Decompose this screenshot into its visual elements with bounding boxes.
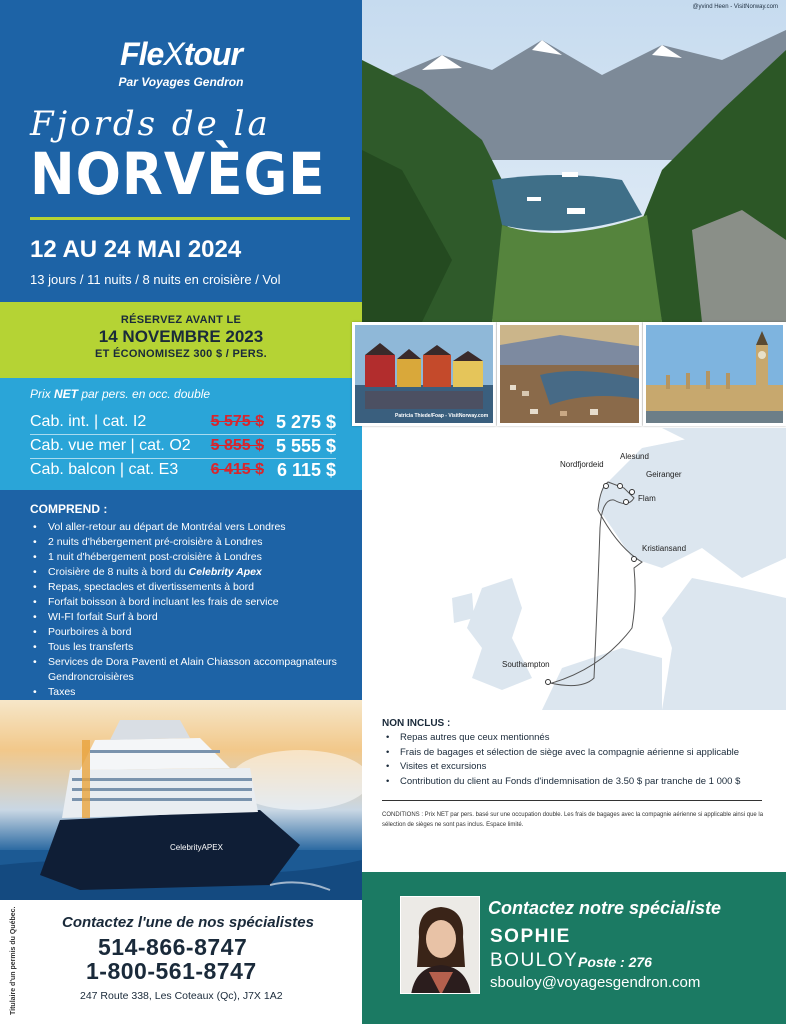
- conditions-text: CONDITIONS : Prix NET par pers. basé sur une occupation double. Les frais de bagages avec la compagnie aérienne si applicable ainsi que la sélection de sièges ne sont pas inclus. Espace limité.: [382, 812, 764, 828]
- contact-title: Contactez l'une de nos spécialistes: [62, 914, 314, 931]
- header-panel: [0, 0, 362, 302]
- trip-dates: 12 AU 24 MAI 2024: [30, 236, 242, 263]
- promo-savings: ET ÉCONOMISEZ 300 $ / PERS.: [95, 348, 267, 360]
- specialist-photo: [400, 896, 480, 994]
- list-item: • Frais de bagages et sélection de siège avec la compagnie aérienne si applicable: [382, 746, 772, 761]
- includes-header: COMPREND :: [30, 502, 108, 516]
- new-price: 5 275 $: [275, 412, 336, 432]
- cruise-ship-photo: [0, 700, 362, 900]
- harbour-illustration: [355, 325, 496, 426]
- main-title: NORVÈGE: [30, 140, 326, 208]
- photo-credit: @yvind Heen - VisitNorway.com: [692, 4, 778, 10]
- price-header: Prix NET par pers. en occ. double: [30, 387, 211, 401]
- list-item: • Tous les transferts: [30, 640, 350, 655]
- list-item: • 1 nuit d'hébergement post-croisière à Londres: [30, 550, 350, 565]
- specialist-last-name: BOULOY: [490, 950, 579, 971]
- contact-panel-general: [0, 900, 362, 1024]
- early-booking-banner: [0, 302, 362, 378]
- list-item: • Visites et excursions: [382, 760, 772, 775]
- list-item: • Repas autres que ceux mentionnés: [382, 731, 772, 746]
- list-item: • Pourboires à bord: [30, 625, 350, 640]
- price-row-oceanview: [30, 436, 336, 459]
- logo-wordmark: FleXtour: [120, 36, 242, 72]
- port-label-southampton: Southampton: [502, 660, 550, 669]
- list-item: • Services de Dora Paventi et Alain Chiasson accompagnateurs Gendroncroisières: [30, 655, 350, 685]
- price-row-balcony: [30, 460, 336, 483]
- thumb-london: [643, 322, 786, 426]
- permit-note: Titulaire d'un permis du Québec.: [10, 906, 17, 1015]
- not-included-section: [382, 718, 772, 789]
- flextour-logo[interactable]: [0, 36, 362, 89]
- contact-panel-specialist: [362, 872, 786, 1024]
- thumb-alesund: [497, 322, 642, 426]
- route-map: [362, 428, 786, 710]
- script-title: Fjords de la: [30, 104, 271, 144]
- old-price: 6 415 $: [210, 461, 264, 478]
- port-label-geiranger: Geiranger: [646, 470, 682, 479]
- address: 247 Route 338, Les Coteaux (Qc), J7X 1A2: [80, 990, 283, 1002]
- specialist-first-name: SOPHIE: [490, 926, 571, 947]
- price-panel: [0, 378, 362, 490]
- list-item: • Repas, spectacles et divertissements à bord: [30, 580, 350, 595]
- ship-hull-text: CelebrityAPEX: [170, 843, 223, 852]
- includes-list: [30, 520, 350, 700]
- cabin-label: Cab. balcon | cat. E3: [30, 461, 179, 478]
- photo-strip: [352, 322, 786, 428]
- ship-illustration: [0, 700, 362, 900]
- includes-panel: [0, 490, 362, 700]
- phone-tollfree[interactable]: 1-800-561-8747: [86, 958, 257, 984]
- list-item: • Croisière de 8 nuits à bord du Celebrity Apex: [30, 565, 350, 580]
- avatar: [401, 897, 480, 994]
- new-price: 6 115 $: [276, 460, 336, 480]
- london-illustration: [646, 325, 786, 426]
- port-label-nordfjordeid: Nordfjordeid: [560, 460, 604, 469]
- list-item: • Taxes: [30, 685, 350, 700]
- alesund-illustration: [500, 325, 642, 426]
- port-label-kristiansand: Kristiansand: [642, 544, 687, 553]
- promo-deadline: 14 NOVEMBRE 2023: [98, 327, 264, 346]
- old-price: 5 575 $: [210, 413, 264, 430]
- list-item: • Forfait boisson à bord incluant les frais de service: [30, 595, 350, 610]
- promo-line-1: RÉSERVEZ AVANT LE: [120, 314, 242, 326]
- port-label-alesund: Alesund: [620, 452, 649, 461]
- not-included-header: NON INCLUS :: [382, 718, 451, 729]
- list-item: • Contribution du client au Fonds d'indemnisation de 3.50 $ par tranche de 1 000 $: [382, 775, 772, 790]
- fjord-illustration: [362, 0, 786, 322]
- port-label-flam: Flam: [638, 494, 656, 503]
- ship-name: Celebrity Apex: [188, 566, 262, 578]
- fjord-photo: [362, 0, 786, 322]
- logo-subtitle: Par Voyages Gendron: [118, 75, 244, 89]
- price-row-interior: [30, 412, 336, 435]
- list-item: • WI-FI forfait Surf à bord: [30, 610, 350, 625]
- specialist-extension: Poste : 276: [578, 954, 652, 970]
- not-included-list: [382, 731, 772, 789]
- trip-duration: 13 jours / 11 nuits / 8 nuits en croisière / Vol: [30, 272, 281, 287]
- list-item: • 2 nuits d'hébergement pré-croisière à Londres: [30, 535, 350, 550]
- cabin-label: Cab. vue mer | cat. O2: [30, 437, 191, 454]
- cabin-label: Cab. int. | cat. I2: [30, 413, 147, 430]
- list-item: • Vol aller-retour au départ de Montréal vers Londres: [30, 520, 350, 535]
- old-price: 5 855 $: [210, 437, 264, 454]
- thumb-harbour: [352, 322, 496, 426]
- specialist-email[interactable]: sbouloy@voyagesgendron.com: [490, 974, 701, 991]
- phone-local[interactable]: 514-866-8747: [98, 934, 248, 960]
- new-price: 5 555 $: [275, 436, 336, 456]
- conditions-divider: [382, 800, 762, 801]
- title-divider: [30, 217, 350, 220]
- specialist-title: Contactez notre spécialiste: [488, 898, 722, 918]
- thumb-credit: Patricia Thiede/Foap - VisitNorway.com: [395, 413, 489, 419]
- route-map-illustration: [362, 428, 786, 710]
